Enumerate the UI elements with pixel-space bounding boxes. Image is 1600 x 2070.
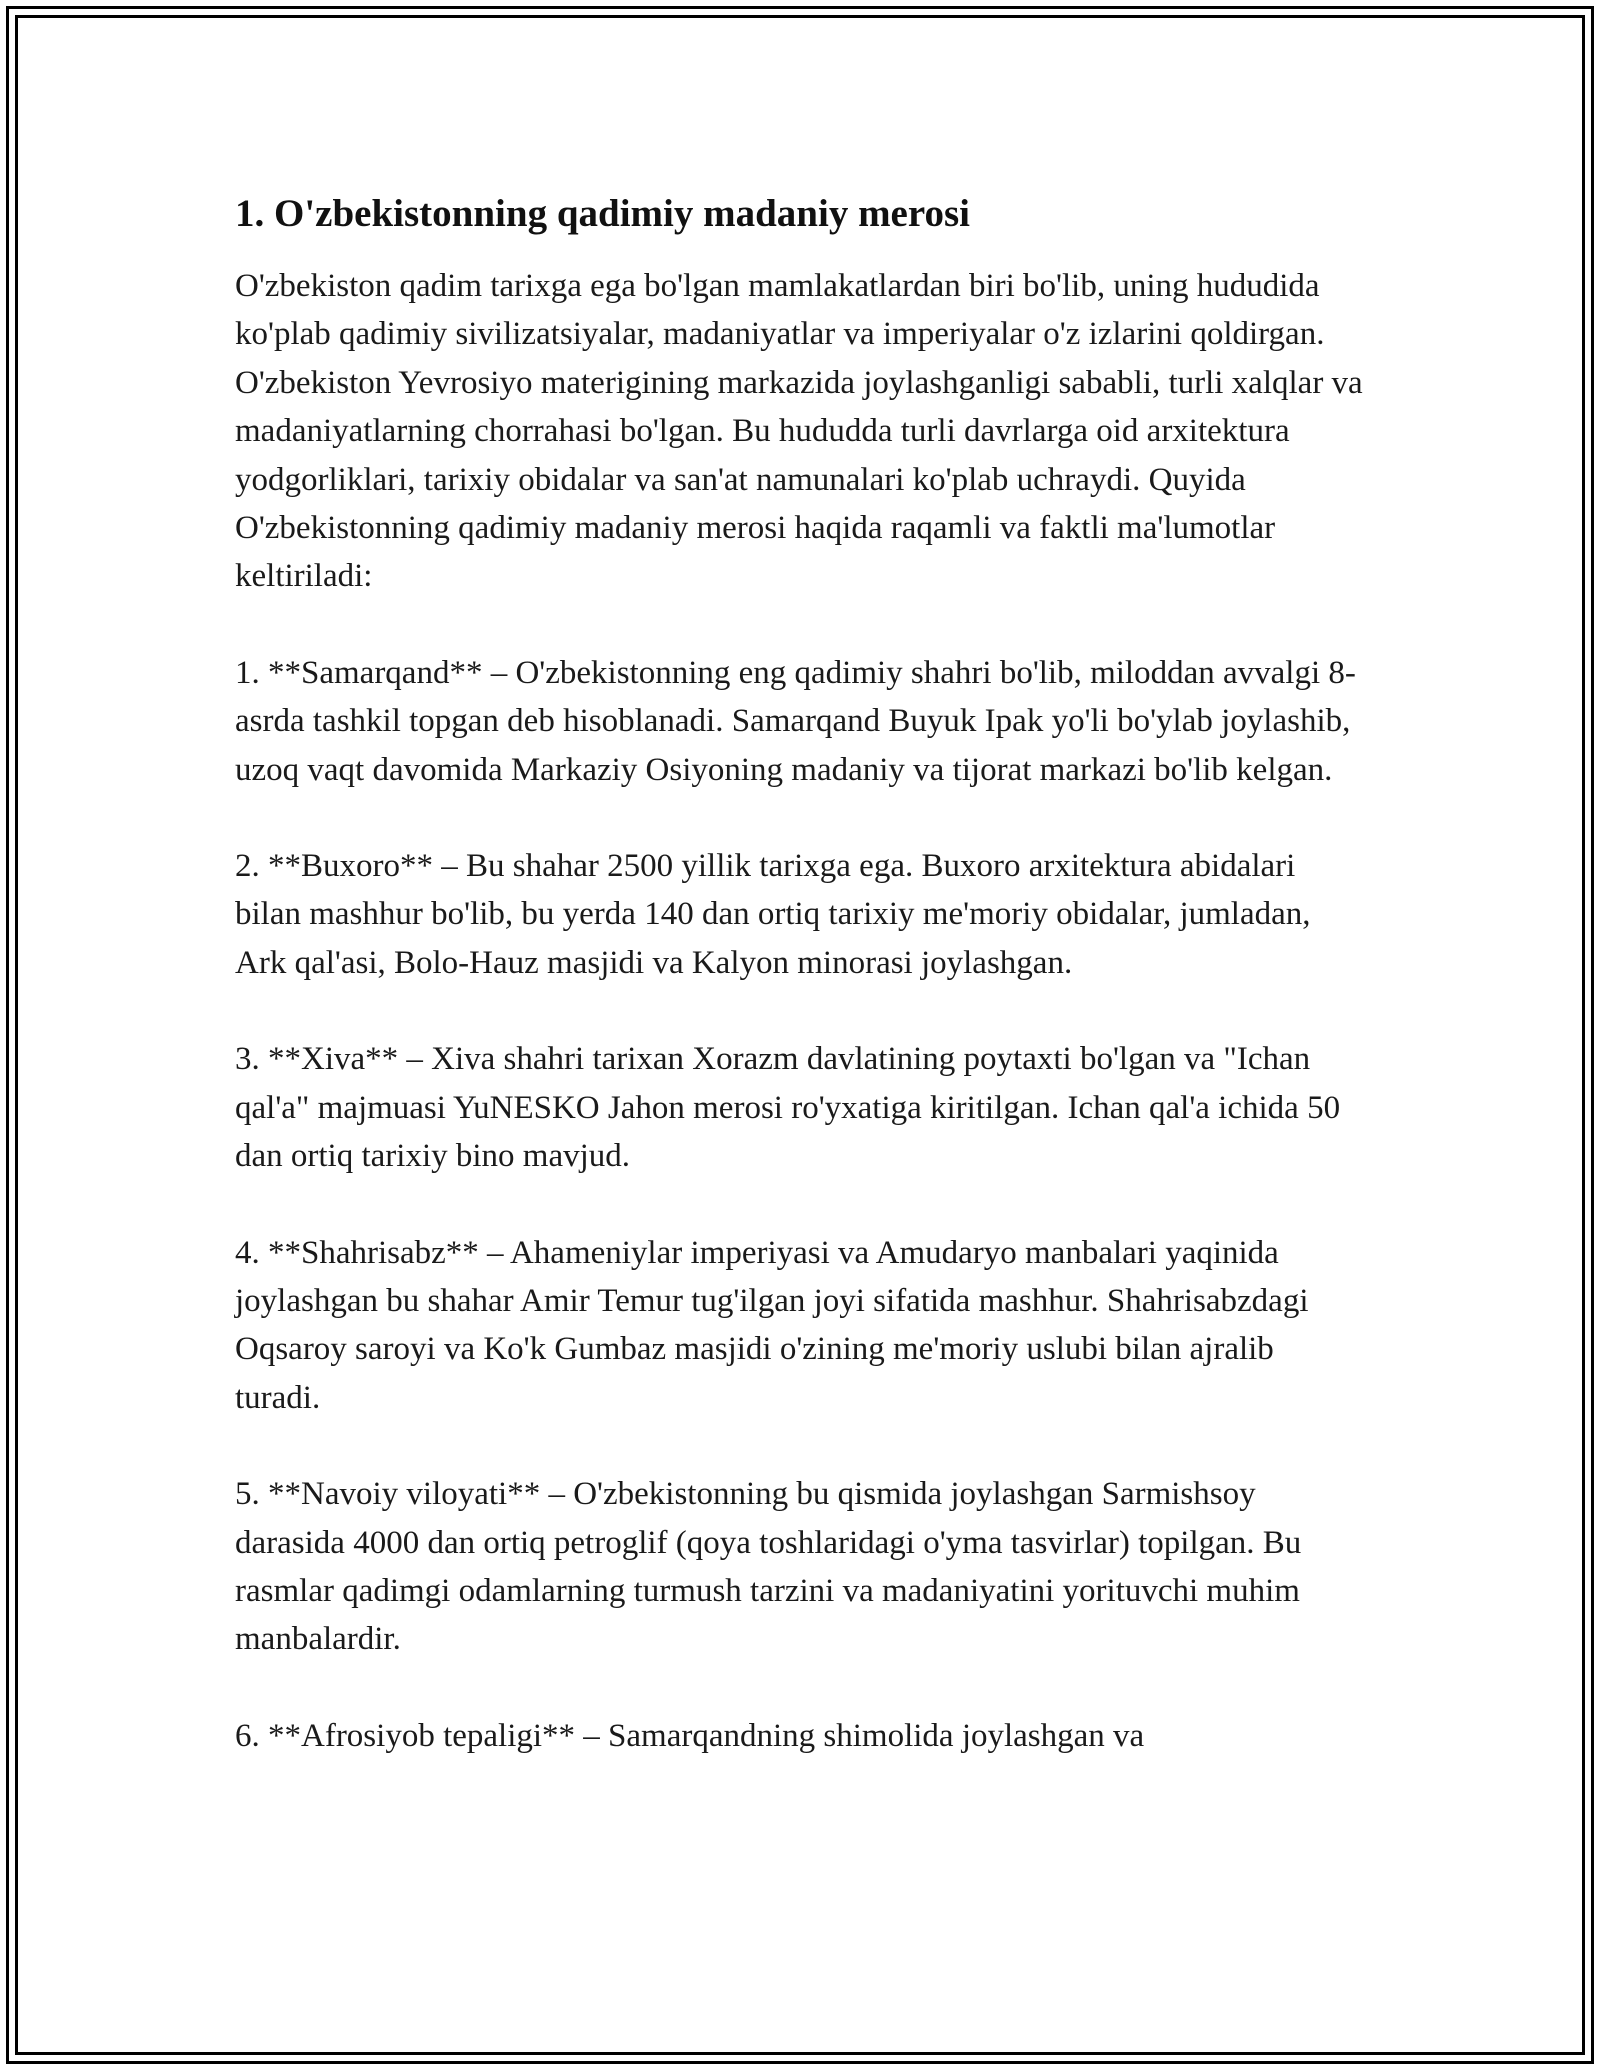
list-item-buxoro: 2. **Buxoro** – Bu shahar 2500 yillik tarixga ega. Buxoro arxitektura abidalari bilan mashhur bo'lib, bu yerda 140 dan ortiq tarixiy me'moriy obidalar, jumladan, Ark qal'asi, Bolo-Hauz masjidi va Kalyon minorasi joylashgan. (235, 848, 1311, 981)
list-item-shahrisabz: 4. **Shahrisabz** – Ahameniylar imperiyasi va Amudaryo manbalari yaqinida joylashgan bu shahar Amir Temur tug'ilgan joyi sifatida mashhur. Shahrisabzdagi Oqsaroy saroyi va Ko'k Gumbaz masjidi o'zining me'moriy uslubi bilan ajralib turadi. (235, 1234, 1309, 1416)
intro-paragraph: O'zbekiston qadim tarixga ega bo'lgan mamlakatlardan biri bo'lib, uning hududida ko'plab qadimiy sivilizatsiyalar, madaniyatlar va imperiyalar o'z izlarini qoldirgan. O'zbekiston Yevrosiyo materigining markazida joylashganligi sababli, turli xalqlar va madaniyatlarning chorrahasi bo'lgan. Bu hududda turli davrlarga oid arxitektura yodgorliklari, tarixiy obidalar va san'at namunalari ko'plab uchraydi. Quyida O'zbekistonning qadimiy madaniy merosi haqida raqamli va faktli ma'lumotlar keltiriladi: (235, 268, 1363, 595)
document-body (235, 188, 1365, 1808)
document-title: 1. O'zbekistonning qadimiy madaniy merosi (235, 192, 970, 235)
list-item-navoiy: 5. **Navoiy viloyati** – O'zbekistonning bu qismida joylashgan Sarmishsoy darasida 4000 dan ortiq petroglif (qoya toshlaridagi o'yma tasvirlar) topilgan. Bu rasmlar qadimgi odamlarning turmush tarzini va madaniyatini yorituvchi muhim manbalardir. (235, 1476, 1302, 1658)
list-item-samarqand: 1. **Samarqand** – O'zbekistonning eng qadimiy shahri bo'lib, miloddan avvalgi 8-asrda tashkil topgan deb hisoblanadi. Samarqand Buyuk Ipak yo'li bo'ylab joylashib, uzoq vaqt davomida Markaziy Osiyoning madaniy va tijorat markazi bo'lib kelgan. (235, 654, 1356, 788)
list-item-afrosiyob: 6. **Afrosiyob tepaligi** – Samarqandning shimolida joylashgan va (235, 1717, 1145, 1754)
list-item-xiva: 3. **Xiva** – Xiva shahri tarixan Xorazm davlatining poytaxti bo'lgan va "Ichan qal'a" majmuasi YuNESKO Jahon merosi ro'yxatiga kiritilgan. Ichan qal'a ichida 50 dan ortiq tarixiy bino mavjud. (235, 1041, 1341, 1175)
